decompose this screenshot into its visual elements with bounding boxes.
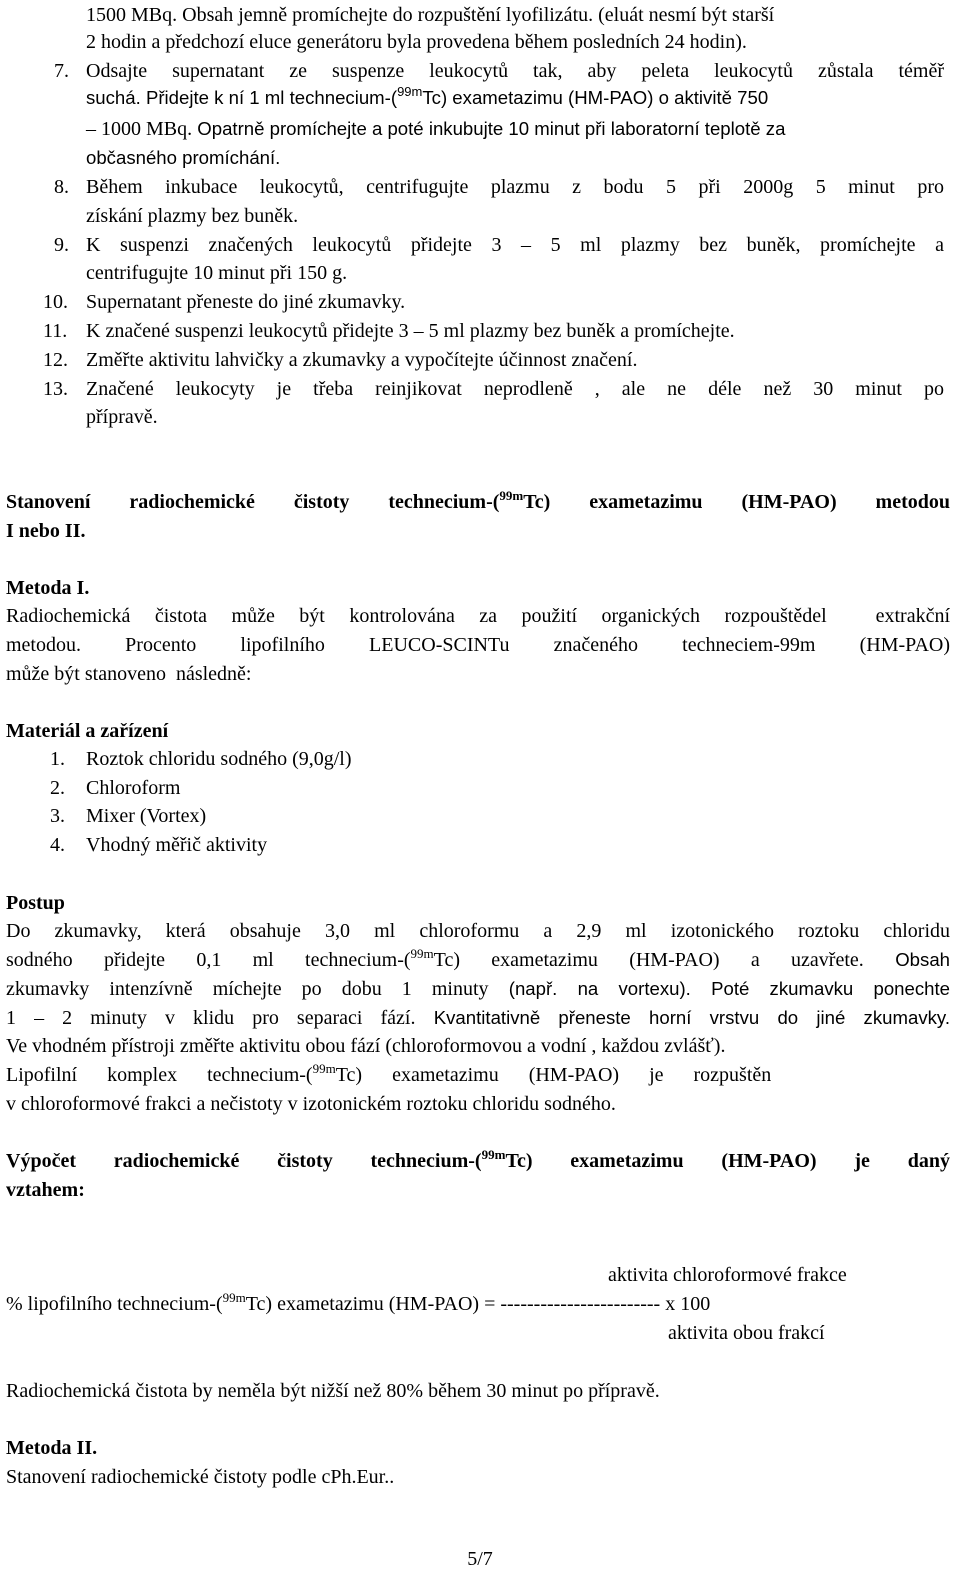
step-7-line-1: Odsajte supernatant ze suspenze leukocytů tak, aby peleta leukocytů zůstala téměř [86, 60, 944, 82]
materials-item-4: Vhodný měřič aktivity [86, 834, 268, 856]
method-2-heading: Metoda II. [6, 1437, 98, 1459]
materials-item-3-number: 3. [50, 805, 65, 827]
step-11-number: 11. [43, 320, 68, 342]
step-7-line-2: suchá. Přidejte k ní 1 ml technecium-($^{99m}$Tc) exametazimu (HM-PAO) o aktivitě 750 [86, 84, 769, 108]
step-7-line-4: občasného promíchání. [86, 147, 281, 168]
continuation-line-2: 2 hodin a předchozí eluce generátoru byla provedena během posledních 24 hodin). [86, 31, 747, 53]
step-9-line-2: centrifugujte 10 minut při 150 g. [86, 262, 348, 284]
materials-item-3: Mixer (Vortex) [86, 805, 207, 827]
step-9-line-1: K suspenzi značených leukocytů přidejte 3 – 5 ml plazmy bez buněk, promíchejte a [86, 234, 944, 256]
formula-main-line: % lipofilního technecium-($^{99m}$Tc) exametazimu (HM-PAO) = ------------------------ x 100 [6, 1290, 711, 1315]
step-12-number: 12. [43, 349, 68, 371]
purity-note: Radiochemická čistota by neměla být nižší než 80% během 30 minut po přípravě. [6, 1380, 660, 1402]
procedure-line-6: Lipofilní komplex technecium-($^{99m}$Tc) exametazimu (HM-PAO) je rozpuštěn [6, 1061, 772, 1086]
step-9-number: 9. [54, 234, 69, 256]
step-8-number: 8. [54, 176, 69, 198]
procedure-line-2: sodného přidejte 0,1 ml technecium-($^{99m}$Tc) exametazimu (HM-PAO) a uzavřete. Obsah [6, 946, 951, 971]
page-number: 5/7 [467, 1548, 493, 1570]
formula-numerator: aktivita chloroformové frakce [608, 1264, 847, 1286]
materials-item-1: Roztok chloridu sodného (9,0g/l) [86, 748, 352, 770]
procedure-line-4: 1 – 2 minuty v klidu pro separaci fází. Kvantitativně přeneste horní vrstvu do jiné zkumavky. [6, 1007, 950, 1029]
materials-item-4-number: 4. [50, 834, 65, 856]
step-12-text: Změřte aktivitu lahvičky a zkumavky a vypočítejte účinnost značení. [86, 349, 638, 371]
continuation-line-1: 1500 MBq. Obsah jemně promíchejte do rozpuštění lyofilizátu. (eluát nesmí být starší [86, 4, 775, 26]
step-8-line-2: získání plazmy bez buněk. [86, 205, 299, 227]
calc-heading-line-1: Výpočet radiochemické čistoty technecium-($^{99m}$Tc) exametazimu (HM-PAO) je daný [6, 1147, 950, 1172]
step-13-number: 13. [43, 378, 68, 400]
materials-item-2: Chloroform [86, 777, 181, 799]
step-13-line-1: Značené leukocyty je třeba reinjikovat neprodleně , ale ne déle než 30 minut po [86, 378, 944, 400]
step-13-line-2: přípravě. [86, 406, 158, 428]
step-10-number: 10. [43, 291, 68, 313]
procedure-line-1: Do zkumavky, která obsahuje 3,0 ml chloroformu a 2,9 ml izotonického roztoku chloridu [6, 920, 950, 942]
materials-item-1-number: 1. [50, 748, 65, 770]
procedure-line-5: Ve vhodném přístroji změřte aktivitu obou fází (chloroformovou a vodní , každou zvlášť). [6, 1035, 726, 1057]
method-1-para-line-1: Radiochemická čistota může být kontrolována za použití organických rozpouštědel extrakční [6, 605, 950, 627]
purity-heading-line-2: I nebo II. [6, 520, 86, 542]
procedure-line-7: v chloroformové frakci a nečistoty v izotonickém roztoku chloridu sodného. [6, 1093, 616, 1115]
step-8-line-1: Během inkubace leukocytů, centrifugujte plazmu z bodu 5 při 2000g 5 minut pro [86, 176, 944, 198]
method-1-para-line-2: metodou. Procento lipofilního LEUCO-SCINTu značeného techneciem-99m (HM-PAO) [6, 634, 950, 656]
step-11-text: K značené suspenzi leukocytů přidejte 3 – 5 ml plazmy bez buněk a promíchejte. [86, 320, 735, 342]
step-10-text: Supernatant přeneste do jiné zkumavky. [86, 291, 406, 313]
procedure-heading: Postup [6, 892, 65, 914]
materials-item-2-number: 2. [50, 777, 65, 799]
calc-heading-line-2: vztahem: [6, 1179, 85, 1201]
step-7-line-3: – 1000 MBq. Opatrně promíchejte a poté inkubujte 10 minut při laboratorní teplotě za [86, 118, 786, 140]
formula-denominator: aktivita obou frakcí [668, 1322, 825, 1344]
procedure-line-3: zkumavky intenzívně míchejte po dobu 1 minuty (např. na vortexu). Poté zkumavku ponechte [6, 978, 950, 1000]
method-1-para-line-3: může být stanoveno následně: [6, 663, 252, 685]
purity-heading-line-1: Stanovení radiochemické čistoty technecium-($^{99m}$Tc) exametazimu (HM-PAO) metodou [6, 488, 950, 513]
step-7-number: 7. [54, 60, 69, 82]
materials-heading: Materiál a zařízení [6, 720, 169, 742]
method-1-heading: Metoda I. [6, 577, 90, 599]
method-2-text: Stanovení radiochemické čistoty podle cPh.Eur.. [6, 1466, 395, 1488]
